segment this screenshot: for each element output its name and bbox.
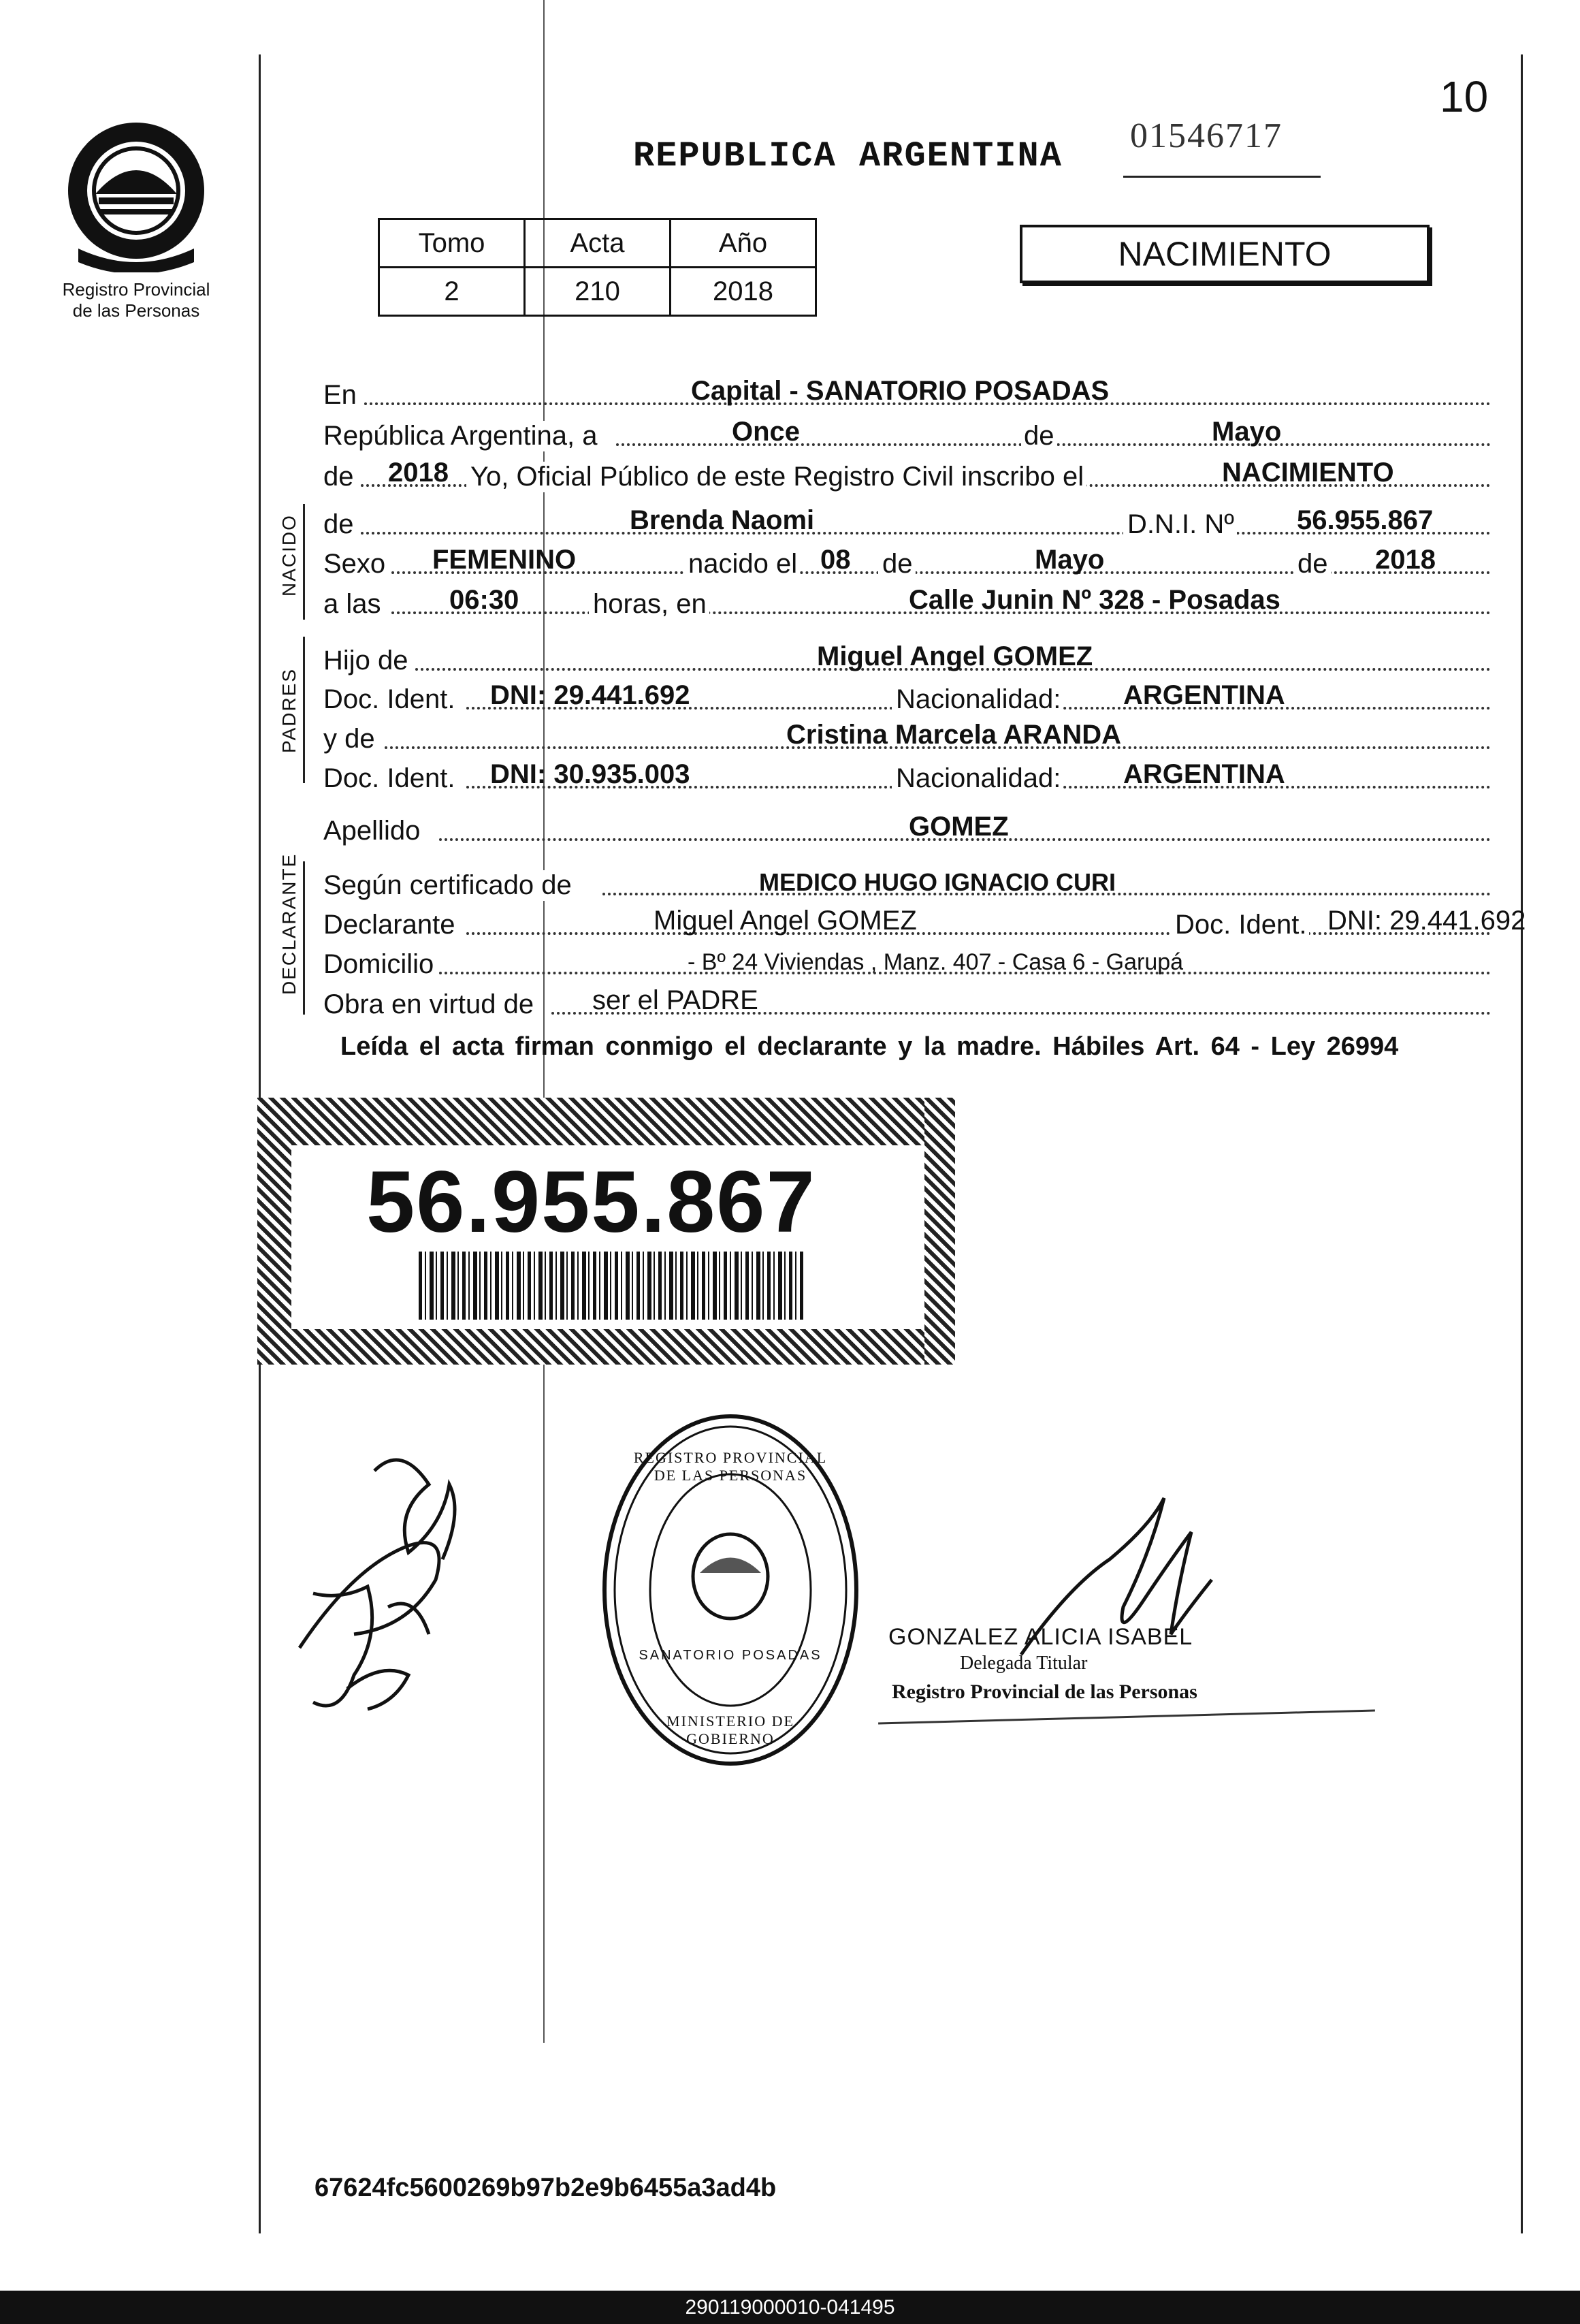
document-type-box <box>1020 225 1430 283</box>
label-de: de <box>1021 421 1057 451</box>
label-de3: de <box>323 509 357 540</box>
footer-code: 290119000010-041495 <box>685 2296 895 2319</box>
label-apellido: Apellido <box>323 816 423 846</box>
seal-inner-text: SANATORIO POSADAS <box>639 1648 822 1663</box>
footer-bar <box>0 2291 1580 2324</box>
right-margin-line <box>1521 54 1523 2233</box>
row-en <box>323 371 1491 411</box>
value-dni: 56.955.867 <box>1297 505 1434 535</box>
sticker-pattern-top <box>257 1098 955 1145</box>
label-en: En <box>323 380 359 411</box>
label-y-de: y de <box>323 724 378 754</box>
table-value-acta: 210 <box>525 268 671 316</box>
value-doc-declarante: DNI: 29.441.692 <box>1327 906 1526 936</box>
table-header-acta: Acta <box>525 219 671 268</box>
label-doc-ident-2: Doc. Ident. <box>323 763 457 794</box>
label-dni: D.N.I. Nº <box>1123 509 1237 540</box>
label-domicilio: Domicilio <box>323 949 436 980</box>
logo-caption-line2: de las Personas <box>72 300 200 321</box>
row-apellido <box>323 807 1491 846</box>
label-nacido-el: nacido el <box>684 549 800 579</box>
official-org: Registro Provincial de las Personas <box>892 1681 1197 1703</box>
row-domicilio <box>323 940 1491 980</box>
section-label-declarante: DECLARANTE <box>278 853 300 995</box>
value-apellido: GOMEZ <box>909 812 1009 842</box>
value-padre: Miguel Angel GOMEZ <box>817 641 1093 671</box>
section-label-padres: PADRES <box>278 667 300 753</box>
table-value-anio: 2018 <box>671 268 816 316</box>
sticker-pattern-left <box>257 1098 291 1365</box>
label-doc-ident-1: Doc. Ident. <box>323 684 457 715</box>
label-republica: República Argentina, a <box>323 421 600 451</box>
value-hora: 06:30 <box>449 585 519 615</box>
value-obra: ser el PADRE <box>592 985 758 1015</box>
padres-bracket <box>303 637 305 783</box>
label-hijo-de: Hijo de <box>323 646 411 676</box>
row-hijo-de <box>323 637 1491 676</box>
header-rule <box>1123 176 1321 178</box>
label-de5: de <box>1293 549 1331 579</box>
value-inscribo: NACIMIENTO <box>1222 458 1394 488</box>
sticker-pattern-right <box>924 1098 955 1365</box>
row-yo <box>323 453 1491 492</box>
label-segun-certificado: Según certificado de <box>323 870 575 901</box>
sticker-dni-number: 56.955.867 <box>366 1153 816 1251</box>
page-title: REPUBLICA ARGENTINA <box>633 136 1063 176</box>
value-nombre: Brenda Naomi <box>630 505 815 535</box>
logo-caption-line1: Registro Provincial <box>62 279 210 300</box>
value-mes: Mayo <box>1212 417 1282 447</box>
official-name: GONZALEZ ALICIA ISABEL <box>888 1624 1193 1650</box>
seal-outer-text: REGISTRO PROVINCIAL DE LAS PERSONAS <box>633 1449 828 1484</box>
label-de2: de <box>323 462 357 492</box>
value-nacionalidad-madre: ARGENTINA <box>1123 759 1285 789</box>
sticker-pattern-bottom <box>257 1329 955 1365</box>
label-horas-en: horas, en <box>589 589 709 620</box>
dni-sticker <box>257 1098 955 1365</box>
coat-of-arms-icon <box>65 119 208 272</box>
closing-text: Leída el acta firman conmigo el declarante y la madre. Hábiles Art. 64 - Ley 26994 <box>340 1032 1399 1061</box>
province-logo <box>65 119 208 272</box>
logo-caption <box>41 279 231 321</box>
label-nacionalidad-1: Nacionalidad: <box>892 684 1063 715</box>
label-sexo: Sexo <box>323 549 388 579</box>
row-segun-certificado <box>323 861 1491 901</box>
label-nacionalidad-2: Nacionalidad: <box>892 763 1063 794</box>
value-declarante: Miguel Angel GOMEZ <box>654 906 917 936</box>
label-obra-en-virtud: Obra en virtud de <box>323 989 536 1020</box>
serial-stamp: 01546717 <box>1130 116 1283 155</box>
value-domicilio: - Bº 24 Viviendas , Manz. 407 - Casa 6 - Garupá <box>688 949 1184 975</box>
signature-official <box>1007 1478 1232 1682</box>
value-nacimiento-anio: 2018 <box>1375 545 1436 575</box>
value-certificado: MEDICO HUGO IGNACIO CURI <box>759 868 1116 896</box>
row-y-de <box>323 715 1491 754</box>
nacido-bracket <box>303 504 305 620</box>
row-doc-padre <box>323 675 1491 715</box>
page-number: 10 <box>1440 72 1489 121</box>
value-lugar-nacimiento: Calle Junin Nº 328 - Posadas <box>909 585 1280 615</box>
row-declarante <box>323 901 1526 940</box>
row-nombre <box>323 500 1491 540</box>
document-type-label: NACIMIENTO <box>1118 235 1332 273</box>
signature-declarante <box>272 1430 504 1730</box>
section-label-nacido: NACIDO <box>278 514 300 596</box>
row-hora <box>323 580 1491 620</box>
official-seal <box>598 1410 863 1770</box>
document-hash: 67624fc5600269b97b2e9b6455a3ad4b <box>315 2174 777 2202</box>
label-declarante: Declarante <box>323 910 457 940</box>
text-yo-inscribo: Yo, Oficial Público de este Registro Civil inscribo el <box>466 462 1086 492</box>
value-doc-madre: DNI: 30.935.003 <box>490 759 690 789</box>
seal-bottom-text: MINISTERIO DE GOBIERNO <box>666 1713 794 1747</box>
value-nacimiento-mes: Mayo <box>1035 545 1105 575</box>
registry-table <box>378 218 817 317</box>
row-sexo <box>323 540 1491 579</box>
label-a-las: a las <box>323 589 384 620</box>
row-obra <box>323 981 1491 1020</box>
table-header-anio: Año <box>671 219 816 268</box>
value-anio: 2018 <box>388 458 449 488</box>
value-nacimiento-dia: 08 <box>820 545 851 575</box>
label-de4: de <box>878 549 916 579</box>
value-dia: Once <box>732 417 801 447</box>
dni-barcode <box>419 1252 803 1320</box>
declarante-bracket <box>303 861 305 1015</box>
label-doc-ident-3: Doc. Ident. <box>1171 910 1309 940</box>
table-value-tomo: 2 <box>379 268 525 316</box>
value-sexo: FEMENINO <box>432 545 577 575</box>
value-nacionalidad-padre: ARGENTINA <box>1123 680 1285 710</box>
value-lugar-inscripcion: Capital - SANATORIO POSADAS <box>691 376 1110 406</box>
official-role: Delegada Titular <box>960 1653 1088 1674</box>
row-republica <box>323 412 1491 451</box>
table-header-tomo: Tomo <box>379 219 525 268</box>
value-doc-padre: DNI: 29.441.692 <box>490 680 690 710</box>
row-doc-madre <box>323 754 1491 794</box>
signature-line <box>878 1709 1375 1724</box>
value-madre: Cristina Marcela ARANDA <box>786 720 1121 750</box>
